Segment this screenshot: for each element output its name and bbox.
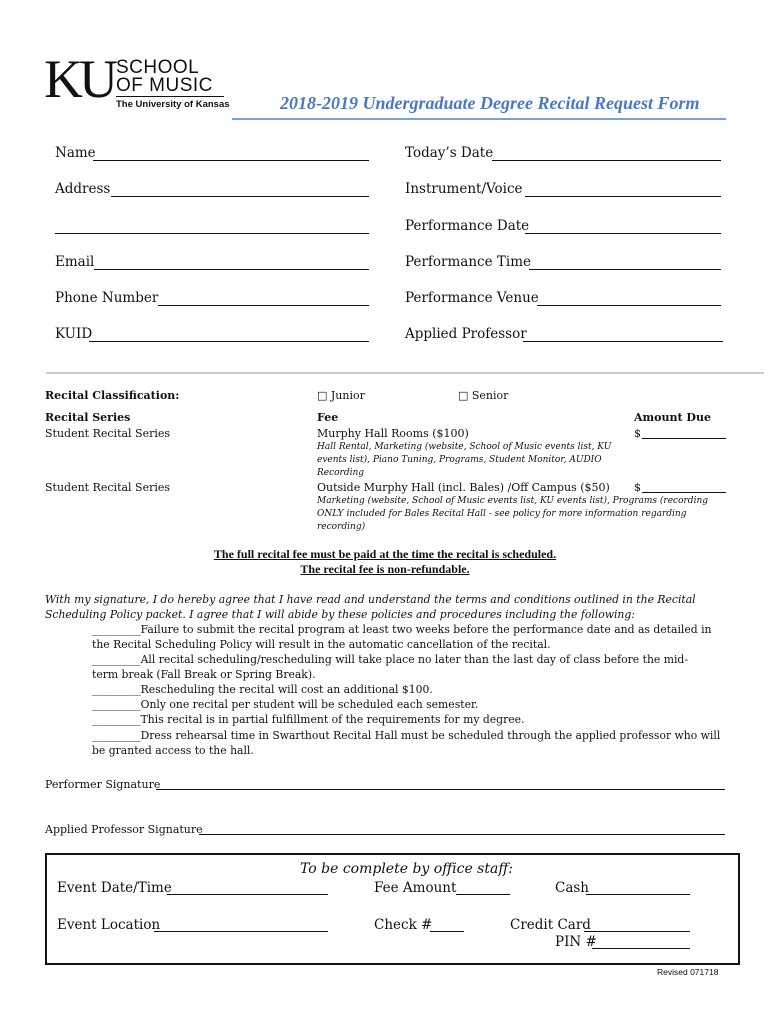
- instrument-voice-label: Instrument/Voice: [405, 181, 523, 197]
- performer-signature-field[interactable]: [156, 789, 725, 790]
- initial-blank[interactable]: _________: [92, 623, 141, 636]
- email-label: Email: [55, 254, 95, 270]
- recital-classification-label: Recital Classification:: [45, 389, 180, 402]
- phone-number-field[interactable]: [158, 305, 369, 306]
- initial-blank[interactable]: _________: [92, 653, 141, 666]
- performance-time-field[interactable]: [529, 269, 721, 270]
- performer-signature-label: Performer Signature: [45, 778, 161, 791]
- credit-card-label: Credit Card: [510, 917, 591, 933]
- performance-time-label: Performance Time: [405, 254, 531, 270]
- notice-fee-payment: The full recital fee must be paid at the time the recital is scheduled.: [213, 547, 557, 561]
- notice-non-refundable: The recital fee is non-refundable.: [300, 562, 470, 576]
- pin-field[interactable]: [592, 948, 690, 949]
- name-field[interactable]: [93, 160, 369, 161]
- initial-blank[interactable]: _________: [92, 729, 141, 742]
- name-label: Name: [55, 145, 96, 161]
- applied-professor-label: Applied Professor: [405, 326, 527, 342]
- amount-due-field[interactable]: [642, 492, 726, 493]
- agreement-item: _________Failure to submit the recital program at least two weeks before the performance date and as detailed in the Recital Scheduling Policy will result in the automatic cancellation of the recital.: [92, 623, 712, 651]
- address-label: Address: [55, 181, 111, 197]
- fee-row-fee: Murphy Hall Rooms ($100): [317, 427, 469, 440]
- agreement-item: _________All recital scheduling/rescheduling will take place no later than the last day of class before the mid-term break (Fall Break or Spring Break).: [92, 653, 688, 681]
- fee-amount-label: Fee Amount: [374, 880, 457, 896]
- logo-music-text: OF MUSIC: [116, 75, 213, 96]
- check-number-field[interactable]: [430, 931, 464, 932]
- todays-date-field[interactable]: [492, 160, 721, 161]
- performance-date-field[interactable]: [525, 233, 721, 234]
- ku-logo-mark: KU: [44, 49, 114, 109]
- logo-school-text: SCHOOL: [116, 57, 200, 78]
- office-use-title: To be complete by office staff:: [300, 861, 513, 877]
- performance-venue-field[interactable]: [537, 305, 721, 306]
- fee-row-series: Student Recital Series: [45, 481, 171, 494]
- address-field[interactable]: [111, 196, 369, 197]
- performance-venue-label: Performance Venue: [405, 290, 539, 306]
- fee-row-series: Student Recital Series: [45, 427, 171, 440]
- pin-label: PIN #: [555, 934, 597, 950]
- applied-professor-field[interactable]: [523, 341, 723, 342]
- performance-date-label: Performance Date: [405, 218, 530, 234]
- amount-due-header: Amount Due: [634, 411, 711, 424]
- title-underline: [232, 118, 726, 120]
- fee-row-fee: Outside Murphy Hall (incl. Bales) /Off Campus ($50): [317, 481, 610, 494]
- agreement-item: _________This recital is in partial fulfillment of the requirements for my degree.: [92, 713, 525, 726]
- logo-divider: [116, 96, 224, 97]
- agreement-item: _________Dress rehearsal time in Swarthout Recital Hall must be scheduled through the applied professor who will be granted access to the hall.: [92, 729, 721, 757]
- initial-blank[interactable]: _________: [92, 713, 141, 726]
- fee-amount-field[interactable]: [456, 894, 510, 895]
- initial-blank[interactable]: _________: [92, 683, 141, 696]
- professor-signature-field[interactable]: [199, 834, 725, 835]
- cash-label: Cash: [555, 880, 590, 896]
- cash-field[interactable]: [586, 894, 690, 895]
- fee-row-detail: Hall Rental, Marketing (website, School of Music events list, KU events list), Piano Tuning, Programs, Student Monitor, AUDIO Recording: [317, 442, 612, 478]
- amount-due-dollar: $: [634, 427, 641, 440]
- credit-card-field[interactable]: [584, 931, 690, 932]
- kuid-field[interactable]: [89, 341, 369, 342]
- agreement-item: _________Rescheduling the recital will cost an additional $100.: [92, 683, 433, 696]
- revision-note: Revised 071718: [657, 967, 719, 977]
- professor-signature-label: Applied Professor Signature: [45, 823, 203, 836]
- initial-blank[interactable]: _________: [92, 698, 141, 711]
- email-field[interactable]: [94, 269, 369, 270]
- agreement-item: _________Only one recital per student will be scheduled each semester.: [92, 698, 479, 711]
- address-line-2-field[interactable]: [55, 233, 369, 234]
- amount-due-field[interactable]: [642, 438, 726, 439]
- check-number-label: Check #: [374, 917, 433, 933]
- fee-row-detail: Marketing (website, School of Music events list, KU events list), Programs (recording ONLY included for Bales Recital Hall - see policy for more information regarding recording): [317, 496, 709, 532]
- junior-checkbox[interactable]: □ Junior: [317, 389, 365, 402]
- event-datetime-field[interactable]: [167, 894, 328, 895]
- event-location-label: Event Location: [57, 917, 161, 933]
- kuid-label: KUID: [55, 326, 93, 342]
- event-datetime-label: Event Date/Time: [57, 880, 172, 896]
- amount-due-dollar: $: [634, 481, 641, 494]
- event-location-field[interactable]: [154, 931, 328, 932]
- todays-date-label: Today’s Date: [405, 145, 494, 161]
- form-title: 2018-2019 Undergraduate Degree Recital Request Form: [280, 93, 700, 113]
- instrument-voice-field[interactable]: [525, 196, 721, 197]
- senior-checkbox[interactable]: □ Senior: [458, 389, 509, 402]
- section-divider: [46, 372, 764, 374]
- agreement-intro: With my signature, I do hereby agree that I have read and understand the terms and conditions outlined in the Recital Scheduling Policy packet. I agree that I will abide by these policies and procedures including the following:: [45, 593, 696, 621]
- recital-series-header: Recital Series: [45, 411, 131, 424]
- fee-header: Fee: [317, 411, 339, 424]
- logo-university-text: The University of Kansas: [116, 99, 230, 110]
- phone-number-label: Phone Number: [55, 290, 159, 306]
